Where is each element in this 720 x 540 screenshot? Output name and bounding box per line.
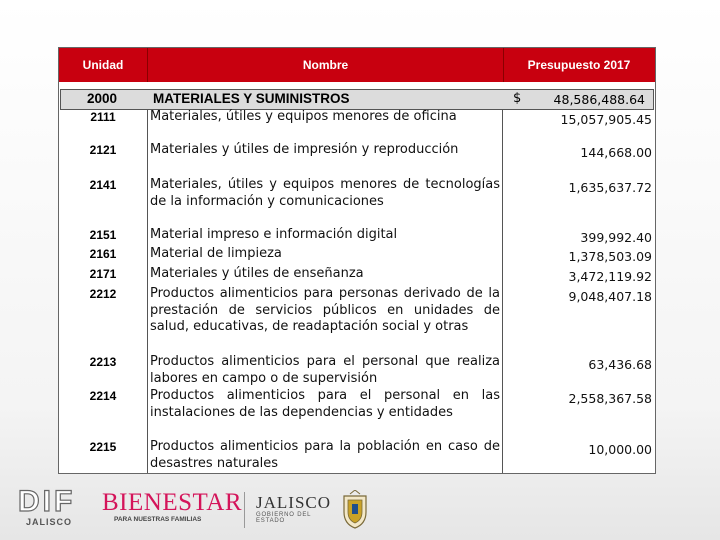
row-name: Materiales, útiles y equipos menores de tecnologías de la información y comunicaciones <box>150 177 500 209</box>
header-unidad: Unidad <box>82 58 124 72</box>
bienestar-logo <box>102 489 242 523</box>
footer-logos <box>0 480 720 540</box>
row-amount: 1,635,637.72 <box>568 180 652 195</box>
row-amount: 15,057,905.45 <box>560 112 652 127</box>
row-name: Productos alimenticios para la población en caso de desastres naturales <box>150 439 500 471</box>
row-name: Material de limpieza <box>150 246 282 261</box>
row-code: 2213 <box>89 355 117 369</box>
jalisco-logo-subtext: GOBIERNO DEL ESTADO <box>256 512 312 524</box>
budget-table <box>58 47 656 474</box>
row-name: Productos alimenticios para personas derivado de la prestación de servicios públicos en unidades de salud, educativas, de readaptación social y otras <box>150 286 500 334</box>
row-code: 2214 <box>89 389 117 403</box>
row-name: Material impreso e información digital <box>150 227 398 242</box>
bienestar-logo-subtext: PARA NUESTRAS FAMILIAS <box>114 516 202 523</box>
row-amount: 9,048,407.18 <box>568 289 652 304</box>
dif-jalisco-logo <box>18 487 88 527</box>
row-code: 2171 <box>89 267 117 281</box>
row-code: 2141 <box>89 178 117 192</box>
row-amount: 10,000.00 <box>588 442 652 457</box>
row-code: 2151 <box>89 228 117 242</box>
row-code: 2161 <box>89 247 117 261</box>
row-name: Materiales y útiles de enseñanza <box>150 266 364 281</box>
row-amount: 63,436.68 <box>588 357 652 372</box>
jalisco-logo-text: JALISCO <box>256 493 332 512</box>
table-header <box>59 48 655 82</box>
column-divider <box>502 109 503 473</box>
jalisco-logo <box>256 494 341 524</box>
dif-logo-subtext: JALISCO <box>26 517 73 527</box>
row-amount: 144,668.00 <box>580 145 652 160</box>
row-code: 2121 <box>89 143 117 157</box>
row-name: Productos alimenticios para el personal que realiza labores en campo o de supervisión <box>150 354 500 386</box>
row-name: Materiales, útiles y equipos menores de oficina <box>150 109 457 124</box>
column-divider <box>147 109 148 473</box>
dif-logo-text: DIF <box>18 485 76 518</box>
total-name: MATERIALES Y SUMINISTROS <box>153 91 350 106</box>
row-name: Productos alimenticios para el personal en las instalaciones de las dependencias y entidades <box>150 388 500 420</box>
row-amount: 399,992.40 <box>580 230 652 245</box>
bienestar-logo-text: BIENESTAR <box>102 489 242 516</box>
row-name: Materiales y útiles de impresión y reproducción <box>150 142 459 157</box>
row-code: 2111 <box>90 110 116 124</box>
logo-divider <box>244 492 245 528</box>
header-presupuesto: Presupuesto 2017 <box>527 58 631 72</box>
total-currency: $ <box>513 91 522 106</box>
row-amount: 3,472,119.92 <box>568 269 652 284</box>
total-code: 2000 <box>87 91 118 106</box>
jalisco-coat-of-arms-icon <box>340 490 370 530</box>
header-nombre: Nombre <box>147 48 504 82</box>
row-code: 2215 <box>89 440 117 454</box>
row-amount: 2,558,367.58 <box>568 391 652 406</box>
row-code: 2212 <box>89 287 117 301</box>
row-amount: 1,378,503.09 <box>568 249 652 264</box>
total-row <box>60 89 654 110</box>
total-amount: 48,586,488.64 <box>553 92 645 107</box>
